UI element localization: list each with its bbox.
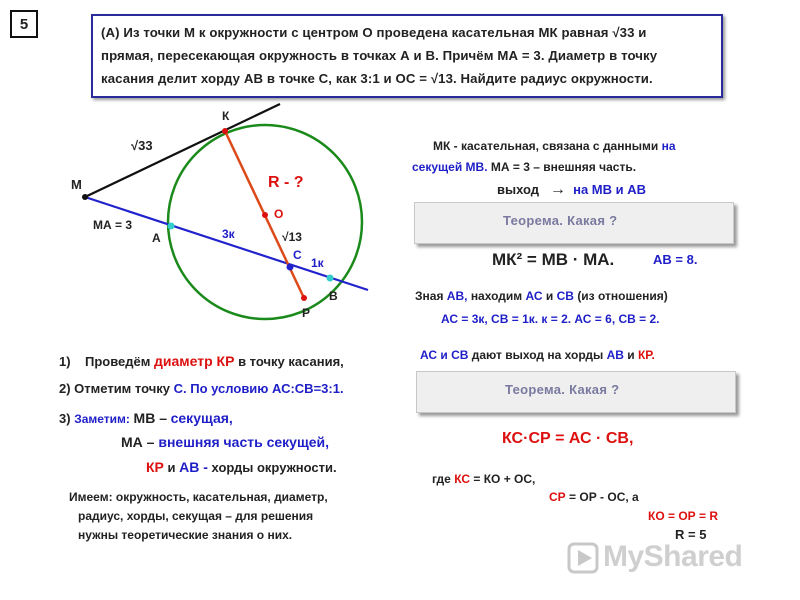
secant-line-MB bbox=[85, 197, 368, 290]
where-line: где КС = КО + ОС, bbox=[432, 472, 536, 486]
label-3k: 3к bbox=[222, 227, 235, 241]
label-M: М bbox=[71, 177, 82, 192]
cp-line: СР = ОР - ОС, а bbox=[549, 490, 639, 504]
theorem-2-text: Теорема. Какая ? bbox=[505, 382, 620, 397]
answer-r: R = 5 bbox=[675, 527, 707, 542]
label-B: В bbox=[329, 289, 338, 303]
summary-line-2: радиус, хорды, секущая – для решения bbox=[78, 509, 314, 523]
calc-line: АС = 3к, СВ = 1к. к = 2. АС = 6, СВ = 2. bbox=[441, 312, 660, 326]
label-K: К bbox=[222, 109, 230, 123]
point-P bbox=[301, 295, 307, 301]
right-line-2: секущей МВ. МА = 3 – внешняя часть. bbox=[412, 160, 637, 174]
label-P: Р bbox=[302, 306, 311, 320]
label-MA: МА = 3 bbox=[93, 218, 133, 232]
give-line: АС и СВ дают выход на хорды АВ и КР. bbox=[420, 348, 655, 362]
step-3-external: МА – внешняя часть секущей, bbox=[121, 434, 330, 450]
point-B bbox=[327, 275, 334, 282]
point-M bbox=[82, 194, 88, 200]
step-3: 3) Заметим: МВ – секущая, bbox=[59, 410, 233, 426]
problem-line-1: (А) Из точки М к окружности с центром О проведена касательная МК равная √33 и bbox=[101, 25, 647, 40]
formula-2: КС·СР = АС · СВ, bbox=[502, 430, 634, 447]
theorem-box-2 bbox=[416, 371, 736, 413]
label-sqrt33: √33 bbox=[131, 138, 153, 153]
problem-line-3: касания делит хорду АВ в точке С, как 3:1 и ОС = √13. Найдите радиус окружности. bbox=[101, 71, 653, 86]
point-K bbox=[222, 128, 228, 134]
exit-line: выход → на МВ и АВ bbox=[497, 181, 647, 198]
arrow-right-icon: → bbox=[549, 181, 566, 198]
theorem-1-text: Теорема. Какая ? bbox=[503, 213, 618, 228]
step-1: 1) Проведём диаметр КР в точку касания, bbox=[59, 353, 344, 369]
step-2: 2) Отметим точку С. По условию АС:СВ=3:1. bbox=[59, 381, 344, 396]
label-R: R - ? bbox=[268, 174, 304, 191]
point-A bbox=[168, 223, 175, 230]
watermark bbox=[567, 536, 767, 582]
point-C bbox=[287, 264, 294, 271]
formula-1: МК² = МВ · МА. bbox=[492, 250, 615, 269]
know-line: Зная АВ, находим АС и СВ (из отношения) bbox=[415, 289, 668, 303]
summary-line-1: Имеем: окружность, касательная, диаметр, bbox=[69, 490, 328, 504]
label-A: А bbox=[152, 231, 161, 245]
watermark-text: MyShared bbox=[603, 540, 743, 573]
point-O bbox=[262, 212, 268, 218]
ko-line: КО = ОР = R bbox=[648, 509, 719, 523]
label-1k: 1к bbox=[311, 256, 324, 270]
right-line-1: МК - касательная, связана с данными на bbox=[433, 139, 676, 153]
problem-line-2: прямая, пересекающая окружность в точках А и В. Причём МА = 3. Диаметр в точку bbox=[101, 48, 658, 63]
label-sqrt13: √13 bbox=[282, 230, 302, 244]
label-O: О bbox=[274, 207, 284, 221]
ab-value: АВ = 8. bbox=[653, 252, 698, 267]
slide-number: 5 bbox=[10, 10, 38, 38]
theorem-box-1 bbox=[414, 202, 734, 244]
label-C: С bbox=[293, 248, 302, 262]
step-3-chords: КР и АВ - хорды окружности. bbox=[146, 459, 337, 475]
summary-line-3: нужны теоретические знания о них. bbox=[78, 528, 293, 542]
